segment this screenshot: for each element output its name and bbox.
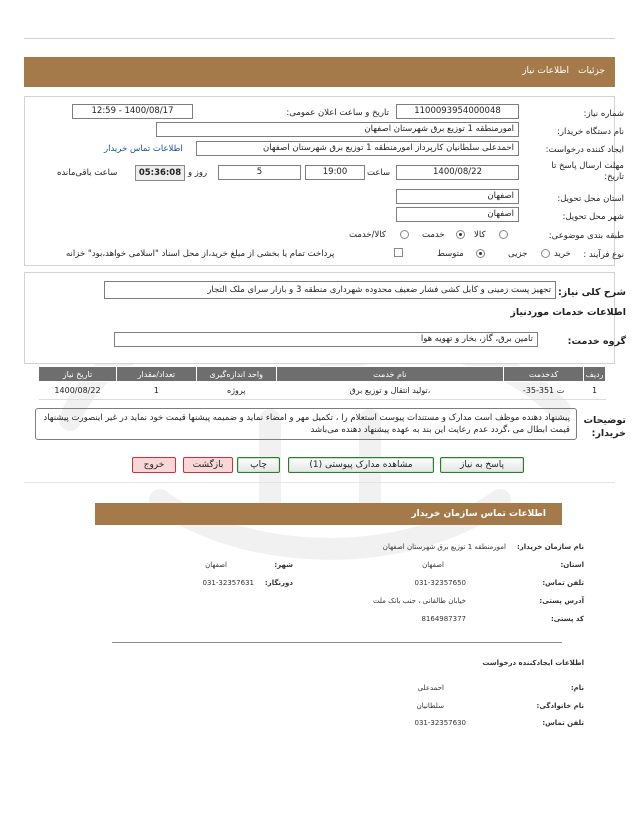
- buyer-label: نام دستگاه خریدار:: [557, 127, 624, 137]
- contact-phone-label: تلفن تماس:: [542, 579, 584, 587]
- cell-need-date: 1400/08/22: [39, 382, 117, 400]
- creator-phone-label: تلفن تماس:: [542, 719, 584, 727]
- contact-section-header: [95, 503, 562, 525]
- process-medium-radio[interactable]: [476, 249, 485, 258]
- creator-section-title: اطلاعات ایجادکننده درخواست: [482, 659, 584, 667]
- contact-postal-value: 8164987377: [421, 615, 466, 623]
- contact-province-value: اصفهان: [422, 561, 444, 569]
- cell-service-name: ،تولید انتقال و توزیع برق: [276, 382, 503, 400]
- deadline-time-field: 19:00: [305, 165, 365, 180]
- contact-fax-value: 031-32357631: [202, 579, 254, 587]
- process-label: نوع فرآیند :: [583, 250, 624, 260]
- province-label: استان محل تحویل:: [557, 194, 624, 204]
- tab-details[interactable]: جزئیات: [578, 66, 605, 76]
- announce-date-field: 1400/08/17 - 12:59: [72, 104, 193, 119]
- creator-field: احمدعلی سلطانیان کارپرداز امورمنطقه 1 توزیع برق شهرستان اصفهان: [196, 141, 519, 156]
- contact-org-value: امورمنطقه 1 توزیع برق شهرستان اصفهان: [382, 543, 506, 551]
- attachments-button[interactable]: مشاهده مدارک پیوستی (1): [288, 457, 434, 473]
- top-nav-bar: [24, 57, 615, 87]
- process-minor-label: جزیی: [508, 249, 528, 259]
- col-service-code: کدخدمت: [504, 367, 584, 382]
- col-unit: واحد اندازه‌گیری: [196, 367, 276, 382]
- creator-phone-value: 031-32357630: [414, 719, 466, 727]
- need-number-field: 1100093954000048: [396, 104, 519, 119]
- contact-org-label: نام سازمان خریدار:: [516, 543, 584, 551]
- print-button[interactable]: چاپ: [237, 457, 280, 473]
- cell-unit: پروژه: [196, 382, 276, 400]
- category-goods-service-label: کالا/خدمت: [349, 230, 386, 240]
- remaining-time-field: 05:36:08: [135, 165, 185, 181]
- col-need-date: تاریخ نیاز: [39, 367, 117, 382]
- category-goods-service-radio[interactable]: [400, 230, 409, 239]
- reply-button[interactable]: پاسخ به نیاز: [440, 457, 524, 473]
- process-buy-label: خرید: [554, 249, 571, 259]
- creator-name-label: نام:: [570, 684, 584, 692]
- table-header-row: [39, 367, 606, 382]
- exit-button[interactable]: خروج: [132, 457, 176, 473]
- back-button[interactable]: بازگشت: [183, 457, 233, 473]
- category-goods-label: کالا: [474, 230, 486, 240]
- buyer-notes-box: پیشنهاد دهنده موظف است مدارک و مستندات پیوست استعلام را ، تکمیل مهر و امضاء نماید و ضمیمه پیشنها قیمت خود نماید در غیر اینصورت پیشنهاد قیمت ابطال می ،گردد عدم رعایت این بند به عهده پیشنهاد دهنده می‌باشد: [35, 408, 577, 440]
- process-minor-radio[interactable]: [541, 249, 550, 258]
- contact-phone-value: 031-32357650: [414, 579, 466, 587]
- contact-address-label: آدرس پستی:: [539, 597, 584, 605]
- creator-label: ایجاد کننده درخواست:: [545, 145, 624, 155]
- process-medium-label: متوسط: [437, 249, 464, 259]
- deadline-date-field: 1400/08/22: [396, 165, 519, 180]
- cell-service-code: ت 351-35-: [504, 382, 584, 400]
- buyer-notes-label: توضیحات خریدار:: [583, 415, 626, 439]
- service-group-field: تامین برق، گاز، بخار و تهویه هوا: [114, 332, 538, 347]
- deadline-time-label: ساعت: [367, 168, 391, 178]
- province-field: اصفهان: [396, 189, 519, 204]
- category-service-label: خدمت: [422, 230, 445, 240]
- creator-family-label: نام خانوادگی:: [536, 702, 584, 710]
- contact-city-value: اصفهان: [205, 561, 227, 569]
- announce-date-label: تاریخ و ساعت اعلان عمومی:: [286, 108, 389, 118]
- remaining-label: ساعت باقی‌مانده: [57, 168, 118, 178]
- remaining-days-field: 5: [218, 165, 301, 180]
- category-label: طبقه بندی موضوعی:: [548, 231, 624, 241]
- contact-section-title: اطلاعات تماس سازمان خریدار: [411, 509, 546, 519]
- col-quantity: تعداد/مقدار: [116, 367, 196, 382]
- service-group-label: گروه خدمت:: [567, 336, 626, 347]
- summary-label: شرح کلی نیاز:: [557, 287, 626, 298]
- col-service-name: نام خدمت: [276, 367, 503, 382]
- buyer-field: امورمنطقه 1 توزیع برق شهرستان اصفهان: [156, 122, 519, 137]
- payment-note: پرداخت تمام یا بخشی از مبلغ خرید،از محل اسناد "اسلامی خواهد،بود" خزانه: [66, 249, 335, 259]
- summary-field: تجهیز پست زمینی و کابل کشی فشار ضعیف محدوده شهرداری منطقه 3 و بازار سرای ملک التجار: [104, 281, 556, 299]
- contact-fax-label: دورنگار:: [264, 579, 293, 587]
- contact-divider: [112, 642, 562, 643]
- contact-city-label: شهر:: [274, 561, 293, 569]
- city-field: اصفهان: [396, 207, 519, 222]
- creator-name-value: احمدعلی: [417, 684, 444, 692]
- contact-province-label: استان:: [560, 561, 584, 569]
- contact-address-value: خیابان طالقانی ، جنب بانک ملت: [372, 597, 466, 605]
- services-title: اطلاعات خدمات موردنیاز: [510, 307, 626, 318]
- city-label: شهر محل تحویل:: [562, 212, 624, 222]
- deadline-label: مهلت ارسال پاسخ تا تاریخ:: [551, 161, 624, 182]
- contact-postal-label: کد پستی:: [550, 615, 584, 623]
- cell-row-number: 1: [584, 382, 606, 400]
- category-goods-radio[interactable]: [499, 230, 508, 239]
- services-table: [38, 366, 606, 400]
- tab-need-info[interactable]: اطلاعات نیاز: [522, 66, 569, 76]
- days-label: روز و: [188, 168, 208, 178]
- category-service-radio[interactable]: [456, 230, 465, 239]
- treasury-payment-checkbox[interactable]: [394, 248, 403, 257]
- creator-family-value: سلطانیان: [416, 702, 444, 710]
- buyer-contact-link[interactable]: اطلاعات تماس خریدار: [104, 144, 183, 154]
- cell-quantity: 1: [116, 382, 196, 400]
- col-row-number: ردیف: [584, 367, 606, 382]
- need-number-label: شماره نیاز:: [583, 109, 624, 119]
- table-row: [39, 382, 606, 400]
